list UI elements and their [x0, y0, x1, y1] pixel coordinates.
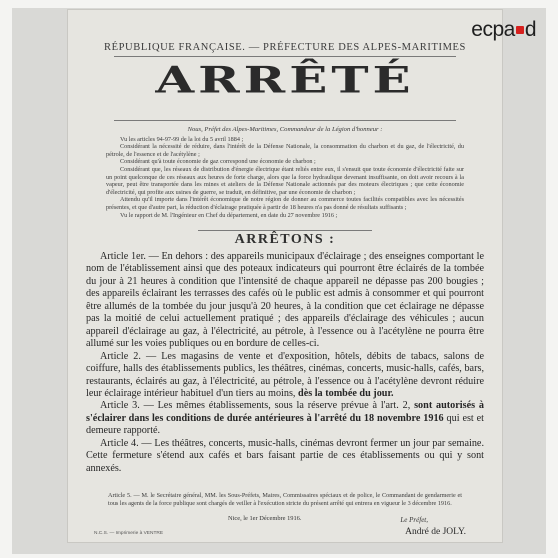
scan-frame	[12, 8, 546, 554]
article-5	[108, 492, 462, 507]
preamble-para: Considérant qu'à toute économie de gaz correspond une économie de charbon ;	[120, 158, 316, 166]
title-rule	[114, 120, 456, 121]
arretons-rule	[198, 230, 372, 231]
preamble	[106, 126, 464, 219]
article-3-lead: Article 3. — Les mêmes établissements, sous la réserve prévue à l'art. 2,	[100, 400, 411, 412]
articles-body	[86, 251, 484, 475]
preamble-intro: Nous, Préfet des Alpes-Maritimes, Commandeur de la Légion d'honneur :	[187, 126, 383, 133]
preamble-para: Considérant la nécessité de réduire, dans l'intérêt de la Défense Nationale, la consommation du charbon et du gaz, de l'électricité, du pétrole, de l'essence et de l'acétylène ;	[106, 143, 464, 158]
ecpad-logo: ecpa d	[471, 18, 536, 41]
poster-sheet	[68, 10, 502, 542]
preamble-para: Vu les articles 94-97-99 de la loi du 5 avril 1884 ;	[120, 135, 244, 143]
preamble-para: Considérant que, les réseaux de distribution d'énergie électrique étant reliés entre eux, il s'ensuit que toute économie d'électricité faite sur un point quelconque de ces réseaux aux heures de forte charge, alors que la force hydraulique devenant insuffisante, on doit avoir recours à la vapeur, peut être transportée dans les mines et ateliers de la Défense Nationale actionnés par des moteurs électriques ; que cette économie d'électricité, qui profite aux usines de guerre, se traduit, en définitive, par une économie de charbon ;	[106, 165, 464, 196]
arretons-heading: ARRÊTONS :	[234, 232, 336, 247]
article-2	[86, 351, 484, 401]
preamble-para: Attendu qu'il importe dans l'intérêt économique de notre région de donner au commerce toutes facilités compatibles avec les nécessités présentes, et que d'autre part, la réduction d'éclairage pratiquée à partir de 18 heures n'a pas donné de résultats suffisants ;	[106, 196, 464, 211]
printer-mark: N.C.S. — Imprimerie à VENTRE	[94, 531, 164, 536]
prefet-signature-name: André de JOLY.	[405, 527, 466, 537]
place-date: Nice, le 1er Décembre 1916.	[228, 515, 302, 522]
header-rule	[114, 56, 456, 57]
article-3-emphasis: sont autorisés à s'éclairer dans les conditions de durée antérieures à l'arrêté du 18 novembre 1916	[86, 400, 485, 424]
preamble-para: Vu le rapport de M. l'Ingénieur en Chef du département, en date du 27 novembre 1916 ;	[120, 211, 338, 219]
article-3-tail: qui est et demeure rapporté.	[86, 412, 484, 437]
poster-header: RÉPUBLIQUE FRANÇAISE. — PRÉFECTURE DES ALPES-MARITIMES	[103, 42, 467, 53]
prefet-title: Le Préfet,	[400, 516, 428, 524]
article-4: Article 4. — Les théâtres, concerts, music-halls, cinémas devront fermer un jour par semaine. Cette fermeture s'étend aux cafés et bars faisant partie de ces établissements ou qui y sont annexés.	[86, 437, 484, 474]
article-3	[86, 400, 484, 437]
article-1: Article 1er. — En dehors : des appareils municipaux d'éclairage ; des enseignes comportant le nom de l'établissement ainsi que des poteaux indicateurs qui pourront être éclairés de la tombée du jour à 21 heures à condition que l'intensité de chaque appareil ne dépasse pas 200 bougies ; des appareils éclairant les terrasses des cafés où le public est admis à consommer et qui pourront être allumés de la tombée du jour jusqu'à 20 heures, à la condition que cet éclairage ne dépasse pas la moitié de celui actuellement pratiqué ; des appareils d'éclairage des véhicules ; aucun appareil d'éclairage au gaz, à l'électricité, au pétrole, à l'essence ou à l'acétylène ne pourra être allumé sur les voies publiques ou en bordure de celles-ci.	[86, 251, 484, 350]
article-2-text: Article 2. — Les magasins de vente et d'exposition, hôtels, débits de tabacs, salons de coiffure, halls des établissements publics, les théâtres, cinémas, concerts, music-halls, cafés, bars, restaurants, éclairés au gaz, à l'électricité, au pétrole, à l'essence ou à l'acétylène devront réduire leur éclairage intérieur habituel d'un tiers au moins,	[86, 350, 484, 399]
article-5-text: Article 5. — M. le Secrétaire général, MM. les Sous-Préfets, Maires, Commissaires spéciaux et de police, le Commandant de gendarmerie et tous les agents de la force publique sont chargés de veiller à l'exécution stricte du présent arrêté qui entrera en vigueur le 3 décembre 1916.	[108, 492, 462, 507]
logo-square-icon	[516, 26, 524, 34]
article-2-emphasis: dès la tombée du jour.	[298, 387, 394, 399]
poster-title: ARRÊTÉ	[155, 58, 415, 102]
